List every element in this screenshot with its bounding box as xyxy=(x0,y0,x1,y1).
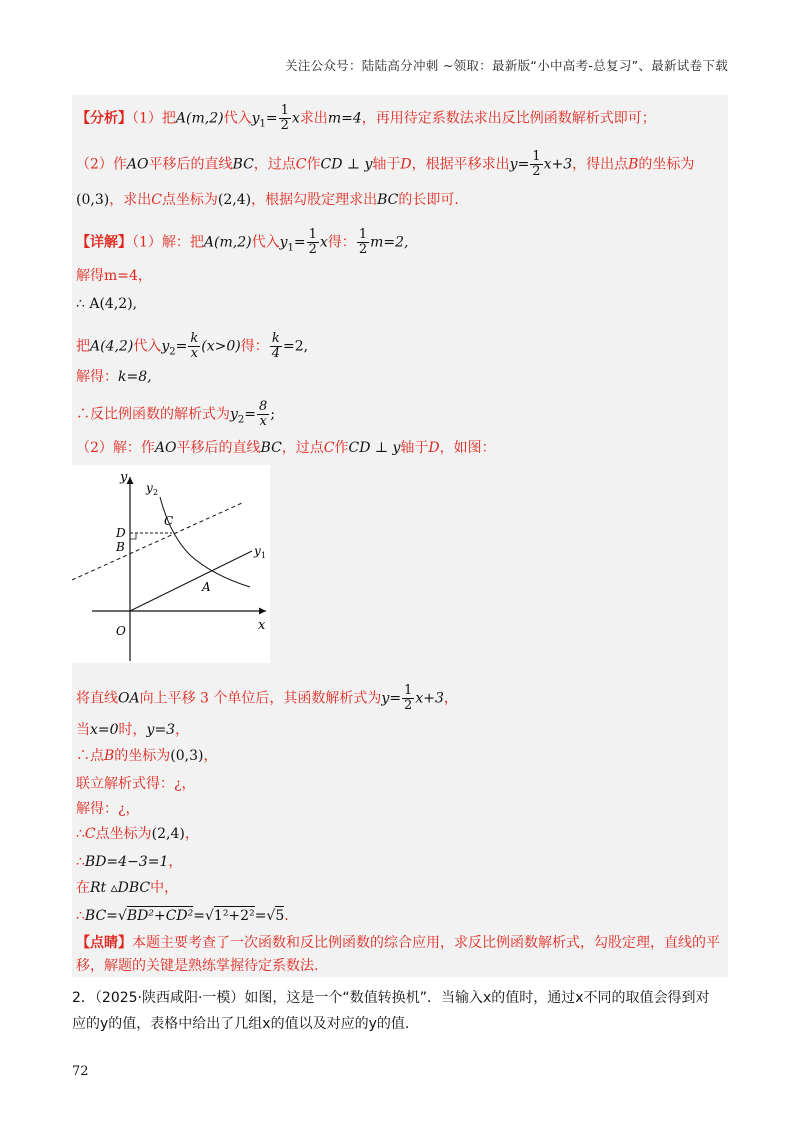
math: AO xyxy=(154,440,177,456)
frac-den: 2 xyxy=(358,242,368,257)
solution-line-6 xyxy=(76,824,199,844)
label-O: O xyxy=(116,624,126,638)
page-number: 72 xyxy=(72,1064,89,1079)
fraction xyxy=(530,150,542,179)
sqrt-content: BD²+CD² xyxy=(126,908,194,924)
math: = xyxy=(265,110,278,127)
solution-line-8 xyxy=(76,878,178,898)
math: (x>0) xyxy=(201,338,241,355)
comment-line-1 xyxy=(76,933,720,953)
sqrt-sign: √ xyxy=(117,908,127,924)
fraction xyxy=(188,332,200,361)
solution-line-5 xyxy=(76,799,140,819)
solution-line-2 xyxy=(76,720,189,740)
analysis-line-1 xyxy=(76,104,656,134)
text: 平移后的直线 xyxy=(148,156,233,173)
math: = xyxy=(254,908,267,924)
math: A(m,2) xyxy=(203,234,252,251)
text: ∴ xyxy=(76,854,85,870)
analysis-line-3 xyxy=(76,190,459,210)
math: y xyxy=(161,338,170,355)
label-B: B xyxy=(116,540,125,554)
math: x+3 xyxy=(543,156,573,173)
solution-line-9 xyxy=(76,906,289,926)
frac-den: 2 xyxy=(280,118,289,133)
math-sub: 2 xyxy=(237,414,245,426)
label-D: D xyxy=(116,526,126,540)
math: y= xyxy=(381,690,402,707)
math: m=4 xyxy=(327,110,362,127)
detail-line-6 xyxy=(76,400,275,430)
text: 代入 xyxy=(133,338,162,355)
math: B xyxy=(104,748,115,764)
math: (0,3) xyxy=(170,748,204,764)
detail-line-7 xyxy=(76,438,496,458)
text: 向上平移 3 个单位后，其函数解析式为 xyxy=(139,690,382,707)
text: 的长即可. xyxy=(398,192,459,208)
comment-tag: 【点睛】 xyxy=(76,935,132,951)
text: 轴于 xyxy=(400,440,429,456)
text: 求出 xyxy=(299,110,328,127)
text: 代入 xyxy=(251,234,280,251)
text: ， xyxy=(443,690,458,707)
math: m=2, xyxy=(370,234,409,251)
text: 轴于 xyxy=(372,156,401,173)
graph-svg xyxy=(72,465,270,663)
math: A(4,2) xyxy=(90,338,134,355)
math: k=8, xyxy=(118,369,152,385)
math: BC xyxy=(260,440,282,456)
text: ， xyxy=(125,801,140,817)
analysis-line-2 xyxy=(76,150,694,179)
fraction xyxy=(357,228,369,257)
math: BC= xyxy=(84,908,118,924)
frac-num: 1 xyxy=(404,683,413,698)
frac-num: k xyxy=(190,331,199,346)
math: Rt ▵DBC xyxy=(90,880,151,896)
text: 将直线 xyxy=(76,690,118,707)
text: 作 xyxy=(306,156,321,173)
text: ，得出点 xyxy=(572,156,629,173)
label-C: C xyxy=(164,514,174,528)
math: y xyxy=(230,406,238,423)
detail-line-4 xyxy=(76,332,308,362)
label-y1: y xyxy=(254,544,261,558)
text: 平移后的直线 xyxy=(176,440,261,456)
text: 联立解析式得： xyxy=(76,776,174,792)
math: C xyxy=(84,826,96,842)
function-graph xyxy=(72,465,270,663)
detail-line-1 xyxy=(76,228,408,258)
comment-line-2: 移，解题的关键是熟练掌握待定系数法. xyxy=(76,958,319,974)
text: ∴ xyxy=(76,908,85,924)
text: 的坐标为 xyxy=(638,156,695,173)
text: ¿ xyxy=(174,776,182,792)
text: ， xyxy=(168,854,183,870)
analysis-tag: 【分析】 xyxy=(76,110,132,127)
question2-line-2: 应的y的值，表格中给出了几组x的值以及对应的y的值. xyxy=(72,1016,410,1032)
curve-y2 xyxy=(160,497,250,587)
text: 作 xyxy=(334,440,349,456)
fraction xyxy=(307,228,319,257)
fraction xyxy=(402,684,414,713)
math: = xyxy=(293,234,306,251)
text: 中， xyxy=(150,880,179,896)
frac-den: x xyxy=(190,346,198,361)
math: (0,3) xyxy=(76,192,110,208)
math: CD ⊥ y xyxy=(348,440,401,456)
label-y2-sub: 2 xyxy=(153,488,159,497)
detail-tag: 【详解】 xyxy=(76,234,132,251)
math: y= xyxy=(509,156,530,173)
frac-num: 1 xyxy=(308,227,317,242)
math: CD ⊥ y xyxy=(320,156,373,173)
math: BC xyxy=(377,192,399,208)
fraction xyxy=(270,332,282,361)
text: （1）把 xyxy=(132,110,176,127)
text: ∴ xyxy=(76,826,85,842)
text: ¿ xyxy=(118,801,126,817)
math: = xyxy=(175,338,188,355)
text: ， xyxy=(203,748,218,764)
label-x: x xyxy=(258,618,266,633)
text: 当 xyxy=(76,722,90,738)
math: A(m,2) xyxy=(175,110,224,127)
math: AO xyxy=(126,156,149,173)
question2-line-1: 2．（2025·陕西咸阳·一模）如图，这是一个“数值转换机”．当输入x的值时，通过x不同的取值会得到对 xyxy=(72,990,710,1006)
text: （1）解：把 xyxy=(132,234,204,251)
frac-num: 1 xyxy=(358,227,368,242)
math: D xyxy=(400,156,412,173)
text: （2）作 xyxy=(76,156,127,173)
text: ，求出 xyxy=(109,192,152,208)
frac-num: 1 xyxy=(532,149,541,164)
math: OA xyxy=(118,690,140,707)
detail-line-5 xyxy=(76,367,152,387)
math: ; xyxy=(270,406,276,423)
math-sub: 1 xyxy=(259,118,266,130)
text: 得： xyxy=(327,234,356,251)
text: ， xyxy=(175,722,190,738)
text: 解得： xyxy=(76,369,118,385)
frac-den: 2 xyxy=(308,242,317,257)
math: BC xyxy=(232,156,254,173)
math: D xyxy=(428,440,440,456)
math: y=3 xyxy=(146,722,176,738)
text: 点坐标为 xyxy=(95,826,152,842)
text: 在 xyxy=(76,880,90,896)
math: y xyxy=(279,234,288,251)
solution-line-3 xyxy=(76,746,218,766)
text: ∴反比例函数的解析式为 xyxy=(76,406,230,423)
math: B xyxy=(628,156,639,173)
math: x xyxy=(319,234,328,251)
frac-den: 2 xyxy=(404,698,413,713)
math: C xyxy=(151,192,162,208)
label-y2: y xyxy=(146,481,153,495)
frac-den: 4 xyxy=(271,346,280,361)
text: ，过点 xyxy=(281,440,324,456)
math-sub: 1 xyxy=(287,242,294,254)
text: ， xyxy=(184,826,199,842)
text: 的坐标为 xyxy=(114,748,171,764)
detail-line-2: 解得m=4， xyxy=(76,268,152,284)
frac-num: 1 xyxy=(280,103,289,118)
text: ，根据勾股定理求出 xyxy=(251,192,378,208)
sqrt-content: 1²+2² xyxy=(213,908,255,924)
text: 代入 xyxy=(223,110,252,127)
frac-den: x xyxy=(259,414,267,429)
text: ，过点 xyxy=(253,156,296,173)
text: 把 xyxy=(76,338,90,355)
text: ， xyxy=(181,776,196,792)
math: C xyxy=(323,440,335,456)
solution-line-4 xyxy=(76,774,196,794)
fraction xyxy=(279,104,291,133)
math: x xyxy=(291,110,300,127)
page-header: 关注公众号：陆陆高分冲刺 ~领取：最新版“小中高考-总复习”、最新试卷下载 xyxy=(284,58,728,73)
detail-line-3: ∴ A(4,2), xyxy=(76,296,138,312)
text: 本题主要考查了一次函数和反比例函数的综合应用，求反比例函数解析式，勾股定理，直线的平 xyxy=(132,935,720,951)
label-y1-sub: 1 xyxy=(261,551,267,560)
text: . xyxy=(284,908,289,924)
math: x+3 xyxy=(415,690,444,707)
text: ，如图： xyxy=(439,440,496,456)
math: y xyxy=(251,110,260,127)
frac-num: 8 xyxy=(259,399,268,414)
math: = xyxy=(244,406,257,423)
text: ∴点 xyxy=(76,748,104,764)
label-y: y xyxy=(120,470,128,485)
solution-line-1 xyxy=(76,684,458,713)
math: x=0 xyxy=(90,722,119,738)
text: 点坐标为 xyxy=(161,192,218,208)
text: 时， xyxy=(118,722,147,738)
text: 得： xyxy=(240,338,269,355)
sqrt-sign: √ xyxy=(266,908,276,924)
math: BD=4−3=1 xyxy=(84,854,169,870)
frac-num: k xyxy=(270,332,282,347)
math: (2,4) xyxy=(151,826,185,842)
sqrt-sign: √ xyxy=(204,908,214,924)
math-sub: 2 xyxy=(169,346,176,358)
text: 解得： xyxy=(76,801,118,817)
fraction xyxy=(257,400,269,429)
right-angle-mark xyxy=(130,533,136,539)
frac-den: 2 xyxy=(532,164,541,179)
sqrt-content: 5 xyxy=(275,908,285,924)
math: = xyxy=(193,908,205,924)
label-A: A xyxy=(202,580,211,594)
text: ，再用待定系数法求出反比例函数解析式即可； xyxy=(361,110,656,127)
text: （2）解：作 xyxy=(76,440,155,456)
text: ，根据平移求出 xyxy=(411,156,510,173)
math: C xyxy=(295,156,307,173)
math: =2, xyxy=(282,338,309,355)
solution-line-7 xyxy=(76,852,182,872)
math: (2,4) xyxy=(217,192,252,208)
